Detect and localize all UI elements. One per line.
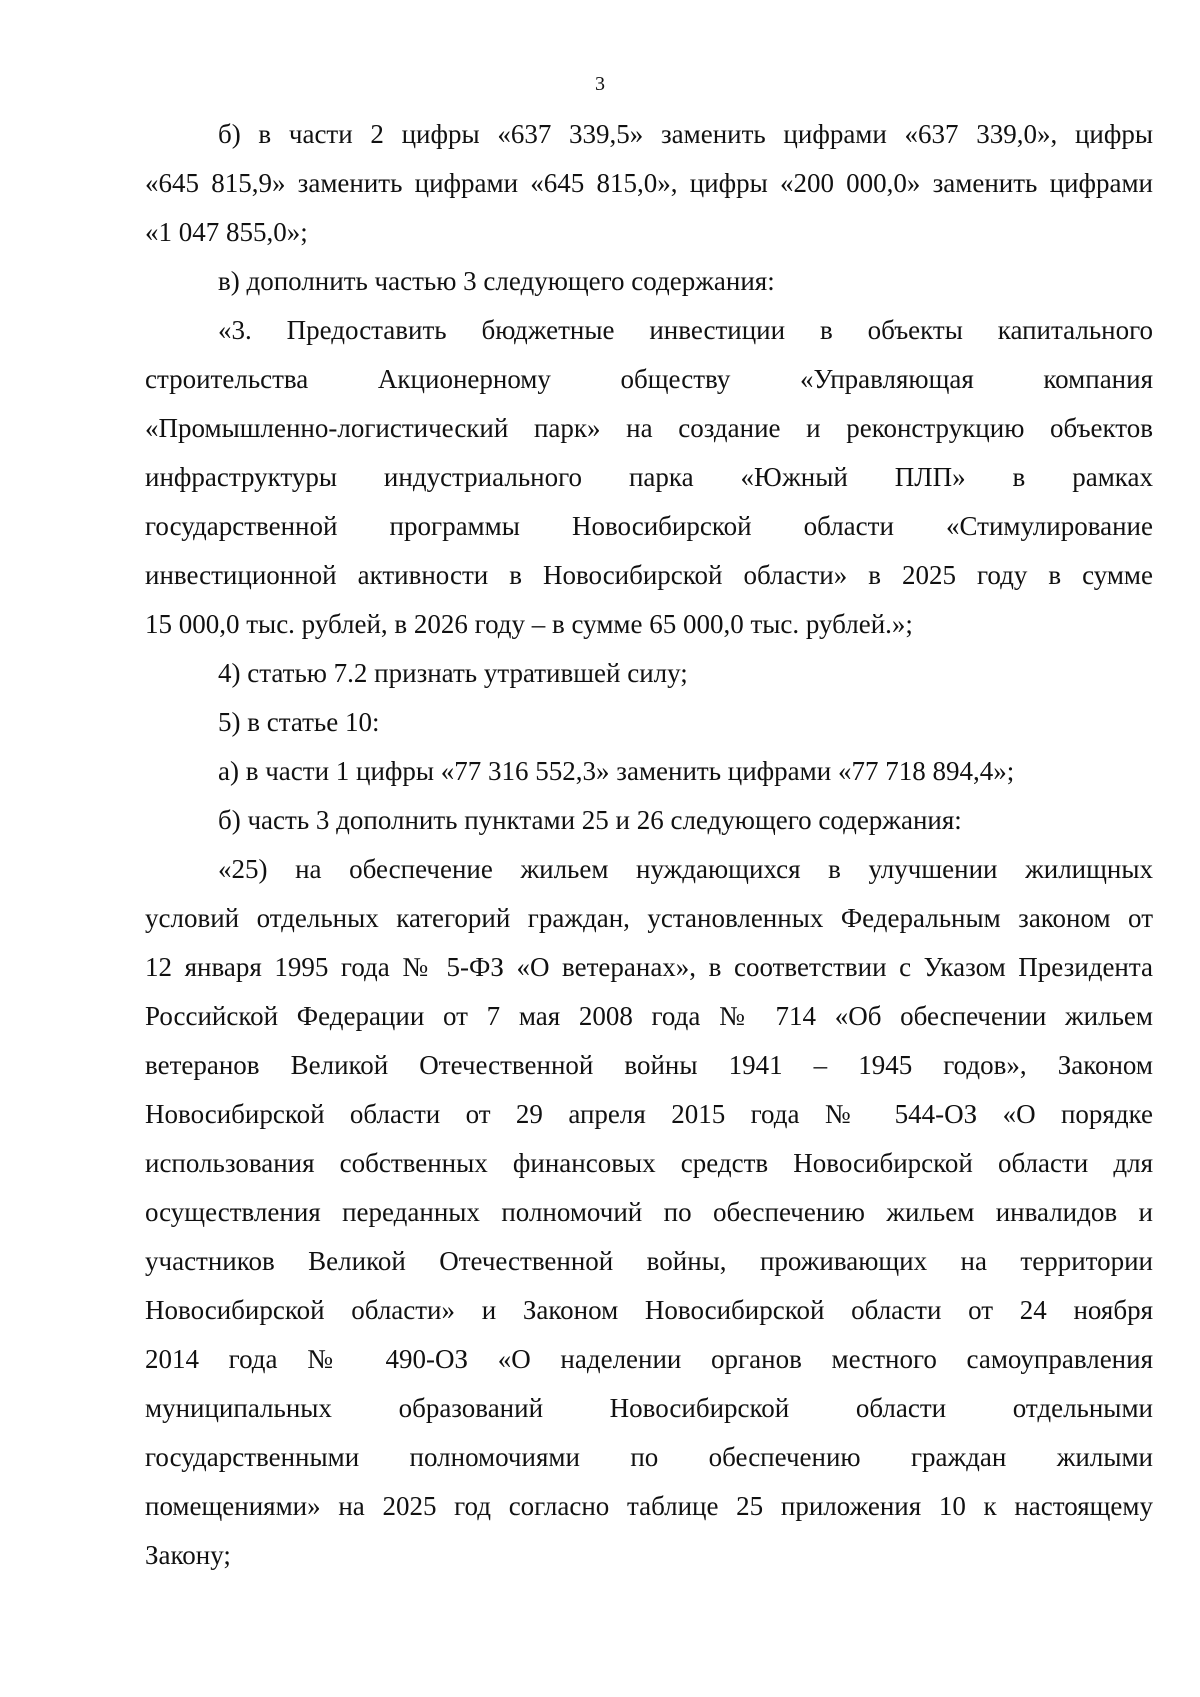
paragraph-article-7-2: [145, 649, 1153, 698]
text-line: 5) в статье 10:: [218, 707, 380, 737]
paragraph-article-10-part-1: [145, 747, 1153, 796]
text-line: государственными полномочиями по обеспечению граждан жилыми: [145, 1442, 1153, 1472]
text-line: помещениями» на 2025 год согласно таблице 25 приложения 10 к настоящему: [145, 1491, 1153, 1521]
text-line: Закону;: [145, 1540, 231, 1570]
text-line: «1 047 855,0»;: [145, 217, 308, 247]
text-line: Новосибирской области от 29 апреля 2015 года № 544-ОЗ «О порядке: [145, 1099, 1153, 1129]
text-line: Новосибирской области» и Законом Новосибирской области от 24 ноября: [145, 1295, 1153, 1325]
text-line: государственной программы Новосибирской области «Стимулирование: [145, 511, 1153, 541]
text-line: «3. Предоставить бюджетные инвестиции в объекты капитального: [218, 315, 1153, 345]
text-line: Российской Федерации от 7 мая 2008 года № 714 «Об обеспечении жильем: [145, 1001, 1153, 1031]
text-line: 4) статью 7.2 признать утратившей силу;: [218, 658, 688, 688]
text-line: инвестиционной активности в Новосибирской области» в 2025 году в сумме: [145, 560, 1153, 590]
text-line: в) дополнить частью 3 следующего содержания:: [218, 266, 775, 296]
paragraph-amend-part-2: [145, 110, 1153, 257]
text-line: «Промышленно-логистический парк» на создание и реконструкцию объектов: [145, 413, 1153, 443]
text-line: 2014 года № 490-ОЗ «О наделении органов местного самоуправления: [145, 1344, 1153, 1374]
text-line: 12 января 1995 года № 5-ФЗ «О ветеранах», в соответствии с Указом Президента: [145, 952, 1153, 982]
text-line: б) в части 2 цифры «637 339,5» заменить цифрами «637 339,0», цифры: [218, 119, 1153, 149]
document-body: [145, 110, 1153, 1580]
text-line: «645 815,9» заменить цифрами «645 815,0», цифры «200 000,0» заменить цифрами: [145, 168, 1153, 198]
text-line: ветеранов Великой Отечественной войны 1941 – 1945 годов», Законом: [145, 1050, 1153, 1080]
text-line: условий отдельных категорий граждан, установленных Федеральным законом от: [145, 903, 1153, 933]
text-line: «25) на обеспечение жильем нуждающихся в улучшении жилищных: [218, 854, 1153, 884]
page-number: 3: [595, 73, 605, 95]
text-line: 15 000,0 тыс. рублей, в 2026 году – в сумме 65 000,0 тыс. рублей.»;: [145, 609, 913, 639]
text-line: участников Великой Отечественной войны, проживающих на территории: [145, 1246, 1153, 1276]
text-line: осуществления переданных полномочий по обеспечению жильем инвалидов и: [145, 1197, 1153, 1227]
text-line: б) часть 3 дополнить пунктами 25 и 26 следующего содержания:: [218, 805, 962, 835]
text-line: использования собственных финансовых средств Новосибирской области для: [145, 1148, 1153, 1178]
text-line: муниципальных образований Новосибирской области отдельными: [145, 1393, 1153, 1423]
text-line: а) в части 1 цифры «77 316 552,3» заменить цифрами «77 718 894,4»;: [218, 756, 1015, 786]
paragraph-article-10-part-3: [145, 796, 1153, 845]
paragraph-item-25: [145, 845, 1153, 1580]
paragraph-article-10: [145, 698, 1153, 747]
paragraph-part-3-content: [145, 306, 1153, 649]
text-line: строительства Акционерному обществу «Управляющая компания: [145, 364, 1153, 394]
text-line: инфраструктуры индустриального парка «Южный ПЛП» в рамках: [145, 462, 1153, 492]
paragraph-add-part-3: [145, 257, 1153, 306]
